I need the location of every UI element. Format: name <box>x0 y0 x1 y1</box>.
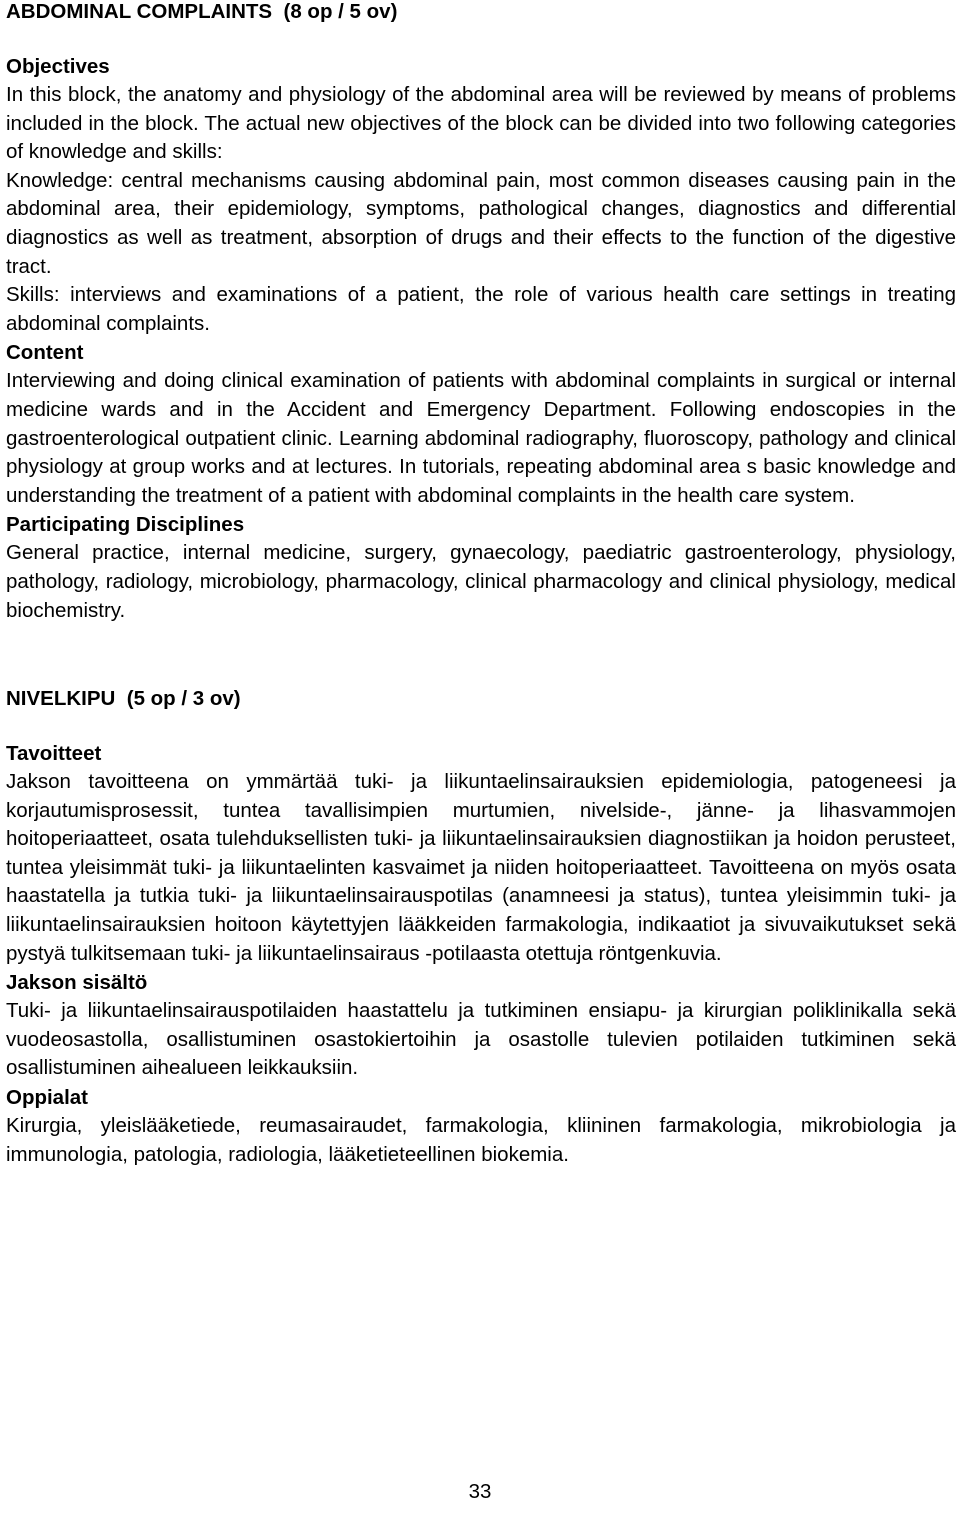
spacer <box>6 711 956 739</box>
paragraph: Knowledge: central mechanisms causing abdominal pain, most common diseases causing pain in the abdominal area, their epidemiology, symptoms, pathological changes, diagnostics and differential diagnostics as well as treatment, absorption of drugs and their effects to the function of the digestive tract. <box>6 168 956 278</box>
block-tavoitteet <box>6 739 956 968</box>
section-title: ABDOMINAL COMPLAINTS (8 op / 5 ov) <box>6 0 398 23</box>
section-nivelkipu <box>6 687 956 1169</box>
block-heading: Participating Disciplines <box>6 513 245 537</box>
block-oppialat <box>6 1083 956 1169</box>
page-number: 33 <box>468 1480 492 1503</box>
section-abdominal-complaints <box>6 0 956 625</box>
paragraph: Jakson tavoitteena on ymmärtää tuki- ja liikuntaelinsairauksien epidemiologia, patogeneesi ja korjautumisprosessit, tuntea tavallisimpien murtumien, nivelside-, jänne- ja lihasvammojen hoitoperiaatteet, osata tulehduksellisten tuki- ja liikuntaelinsairauksien diagnostiikan ja hoidon perusteet, tuntea yleisimmät tuki- ja liikuntaelinten kasvaimet ja niiden hoitoperiaatteet. Tavoitteena on myös osata haastatella ja tutkia tuki- ja liikuntaelinsairauspotilas (anamneesi ja status), tuntea yleisimmin tuki- ja liikuntaelinsairauksien hoitoon käytettyjen lääkkeiden farmakologia, indikaatiot ja sivuvaikutukset sekä pystyä tulkitsemaan tuki- ja liikuntaelinsairaus -potilaasta otettuja röntgenkuvia. <box>6 770 956 965</box>
block-objectives <box>6 52 956 338</box>
paragraph: Tuki- ja liikuntaelinsairauspotilaiden haastattelu ja tutkiminen ensiapu- ja kirurgian poliklinikalla sekä vuodeosastolla, osallistuminen osastokiertoihin ja osastolle tulevien potilaiden tutkiminen sekä osallistuminen aihealueen leikkauksiin. <box>6 999 956 1080</box>
block-heading: Objectives <box>6 55 110 78</box>
spacer <box>6 625 956 687</box>
paragraph: General practice, internal medicine, surgery, gynaecology, paediatric gastroenterology, physiology, pathology, radiology, microbiology, pharmacology, clinical pharmacology and clinical physiology, medical biochemistry. <box>6 541 956 622</box>
block-jakson-sisalto <box>6 968 956 1083</box>
paragraph: Interviewing and doing clinical examination of patients with abdominal complaints in surgical or internal medicine wards and in the Accident and Emergency Department. Following endoscopies in the gastroenterological outpatient clinic. Learning abdominal radiography, fluoroscopy, pathology and clinical physiology at group works and at lectures. In tutorials, repeating abdominal area s basic knowledge and understanding the treatment of a patient with abdominal complaints in the health care system. <box>6 369 956 507</box>
paragraph: Skills: interviews and examinations of a patient, the role of various health care settings in treating abdominal complaints. <box>6 283 956 335</box>
spacer <box>6 24 956 52</box>
block-heading: Oppialat <box>6 1086 89 1110</box>
paragraph: In this block, the anatomy and physiology of the abdominal area will be reviewed by means of problems included in the block. The actual new objectives of the block can be divided into two following categories of knowledge and skills: <box>6 83 956 164</box>
section-title: NIVELKIPU (5 op / 3 ov) <box>6 687 241 711</box>
block-content <box>6 338 956 510</box>
document-page <box>6 0 956 1169</box>
block-heading: Jakson sisältö <box>6 971 148 995</box>
paragraph: Kirurgia, yleislääketiede, reumasairaudet, farmakologia, kliininen farmakologia, mikrobiologia ja immunologia, patologia, radiologia, lääketieteellinen biokemia. <box>6 1114 956 1166</box>
block-heading: Content <box>6 341 84 365</box>
block-heading: Tavoitteet <box>6 742 102 766</box>
block-participating-disciplines <box>6 510 956 625</box>
